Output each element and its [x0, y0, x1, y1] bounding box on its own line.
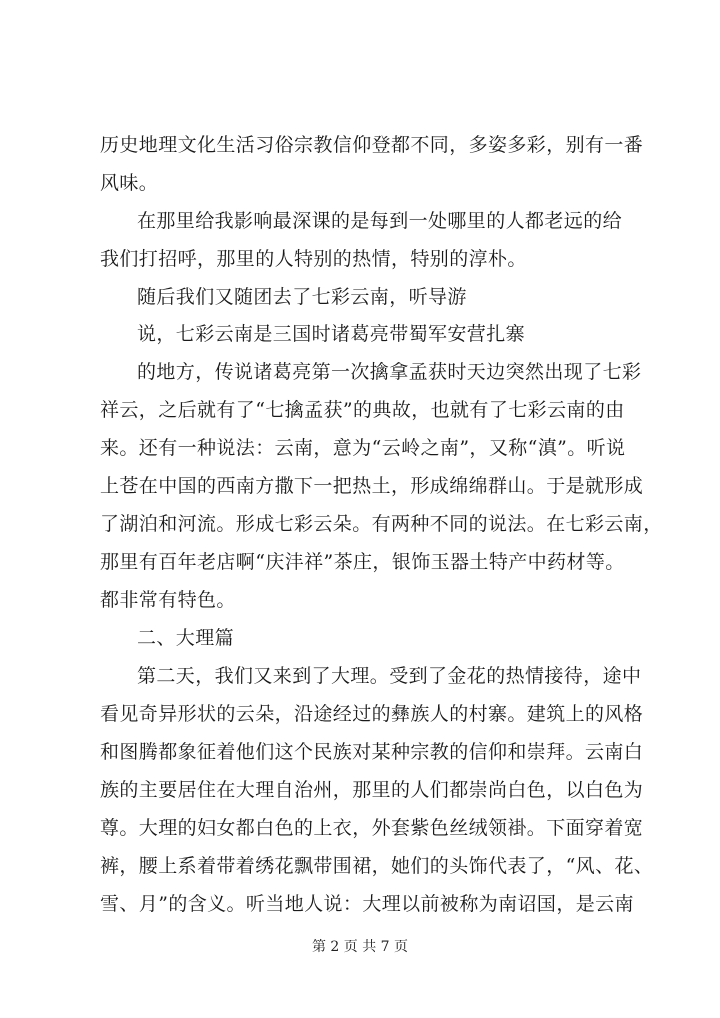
- text-line: 和图腾都象征着他们这个民族对某种宗教的信仰和崇拜。云南白: [100, 741, 644, 763]
- text-line: 了湖泊和河流。形成七彩云朵。有两种不同的说法。在七彩云南，: [100, 513, 663, 535]
- text-line: 那里有百年老店啊“庆沣祥”茶庄，银饰玉器土特产中药材等。: [100, 551, 625, 573]
- paragraph-start-line: 在那里给我影响最深课的是每到一处哪里的人都老远的给: [137, 210, 623, 232]
- text-line: 上苍在中国的西南方撒下一把热土，形成绵绵群山。于是就形成: [100, 475, 644, 497]
- text-line: 的地方，传说诸葛亮第一次擒拿孟获时天边突然出现了七彩: [137, 361, 642, 383]
- text-line: 都非常有特色。: [100, 589, 236, 611]
- text-line: 来。还有一种说法：云南，意为“云岭之南”，又称“滇”。听说: [100, 437, 626, 459]
- text-line: 看见奇异形状的云朵，沿途经过的彝族人的村寨。建筑上的风格: [100, 703, 644, 725]
- paragraph-start-line: 第二天，我们又来到了大理。受到了金花的热情接待，途中: [137, 665, 642, 687]
- text-line: 雪、月”的含义。听当地人说：大理以前被称为南诏国，是云南: [100, 893, 634, 915]
- section-heading: 二、大理篇: [137, 627, 235, 649]
- page-footer: 第 2 页 共 7 页: [311, 939, 409, 955]
- text-line: 说，七彩云南是三国时诸葛亮带蜀军安营扎寨: [137, 323, 526, 345]
- paragraph-start-line: 随后我们又随团去了七彩云南，听导游: [137, 286, 467, 308]
- text-line: 裤，腰上系着带着绣花飘带围裙，她们的头饰代表了，“风、花、: [100, 855, 654, 877]
- text-line: 历史地理文化生活习俗宗教信仰登都不同，多姿多彩，别有一番: [100, 134, 644, 156]
- text-line: 祥云，之后就有了“七擒孟获”的典故，也就有了七彩云南的由: [100, 399, 625, 421]
- text-line: 尊。大理的妇女都白色的上衣，外套紫色丝绒领褂。下面穿着宽: [100, 817, 644, 839]
- text-line: 风味。: [100, 172, 159, 194]
- text-line: 族的主要居住在大理自治州，那里的人们都崇尚白色，以白色为: [100, 779, 644, 801]
- text-line: 我们打招呼，那里的人特别的热情，特别的淳朴。: [100, 248, 527, 270]
